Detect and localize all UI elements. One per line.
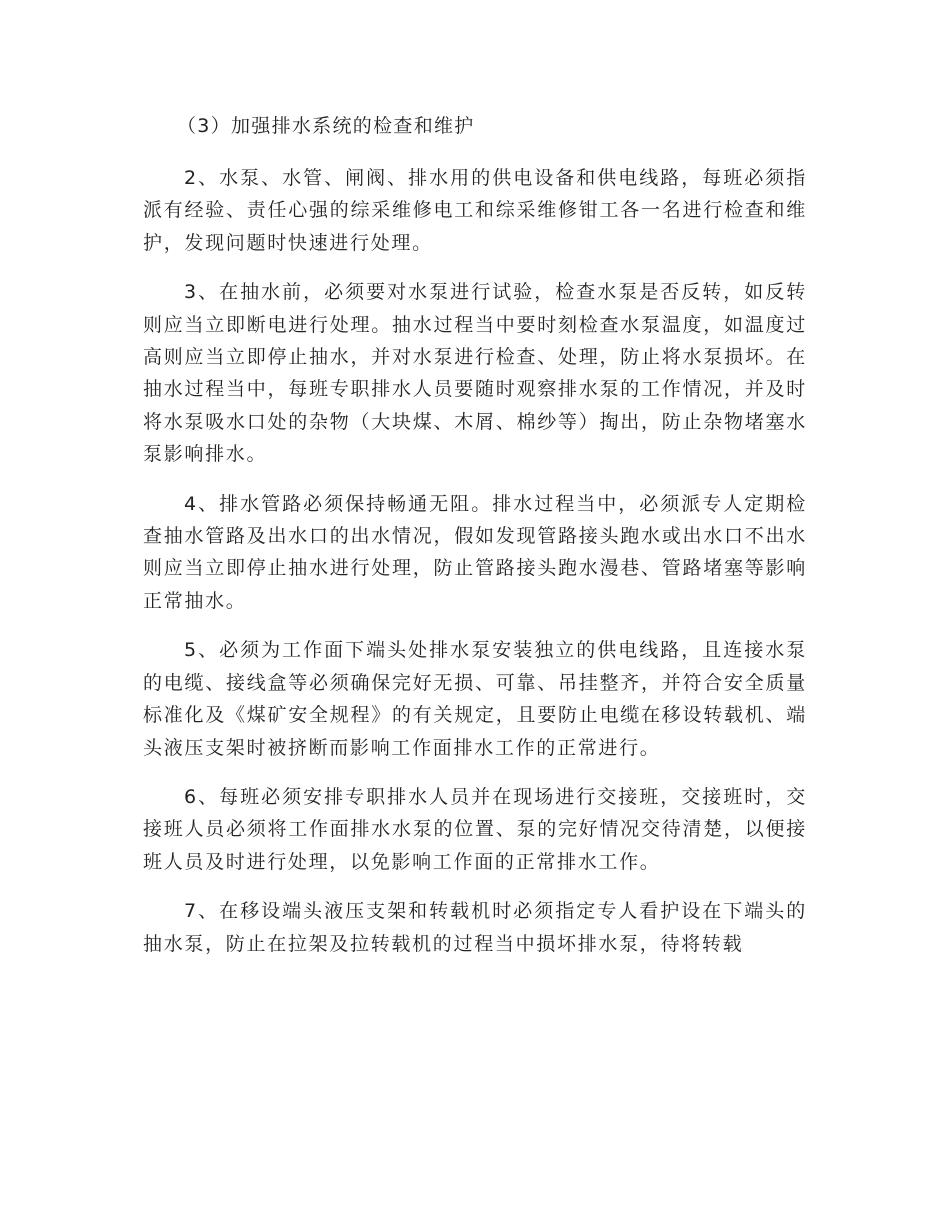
paragraph-item-5: 5、必须为工作面下端头处排水泵安装独立的供电线路，且连接水泵的电缆、接线盒等必须确保完好无损、可靠、吊挂整齐，并符合安全质量标准化及《煤矿安全规程》的有关规定，且要防止电缆在移设转载机、端头液压支架时被挤断而影响工作面排水工作的正常进行。 (143, 639, 807, 759)
paragraph-item-2: 2、水泵、水管、闸阀、排水用的供电设备和供电线路，每班必须指派有经验、责任心强的综采维修电工和综采维修钳工各一名进行检查和维护，发现问题时快速进行处理。 (143, 167, 807, 254)
paragraph-item-4: 4、排水管路必须保持畅通无阻。排水过程当中，必须派专人定期检查抽水管路及出水口的出水情况，假如发现管路接头跑水或出水口不出水则应当立即停止抽水进行处理，防止管路接头跑水漫巷、管路堵塞等影响正常抽水。 (143, 492, 807, 612)
paragraph-item-6: 6、每班必须安排专职排水人员并在现场进行交接班，交接班时，交接班人员必须将工作面排水水泵的位置、泵的完好情况交待清楚，以便接班人员及时进行处理，以免影响工作面的正常排水工作。 (143, 785, 807, 873)
paragraph-item-7: 7、在移设端头液压支架和转载机时必须指定专人看护设在下端头的抽水泵，防止在拉架及拉转载机的过程当中损坏排水泵，待将转载 (143, 900, 807, 955)
section-heading: （3）加强排水系统的检查和维护 (177, 115, 475, 137)
paragraph-item-3: 3、在抽水前，必须要对水泵进行试验，检查水泵是否反转，如反转则应当立即断电进行处理。抽水过程当中要时刻检查水泵温度，如温度过高则应当立即停止抽水，并对水泵进行检查、处理，防止将水泵损坏。在抽水过程当中，每班专职排水人员要随时观察排水泵的工作情况，并及时将水泵吸水口处的杂物（大块煤、木屑、棉纱等）掏出，防止杂物堵塞水泵影响排水。 (143, 281, 807, 466)
document-body (143, 111, 807, 977)
